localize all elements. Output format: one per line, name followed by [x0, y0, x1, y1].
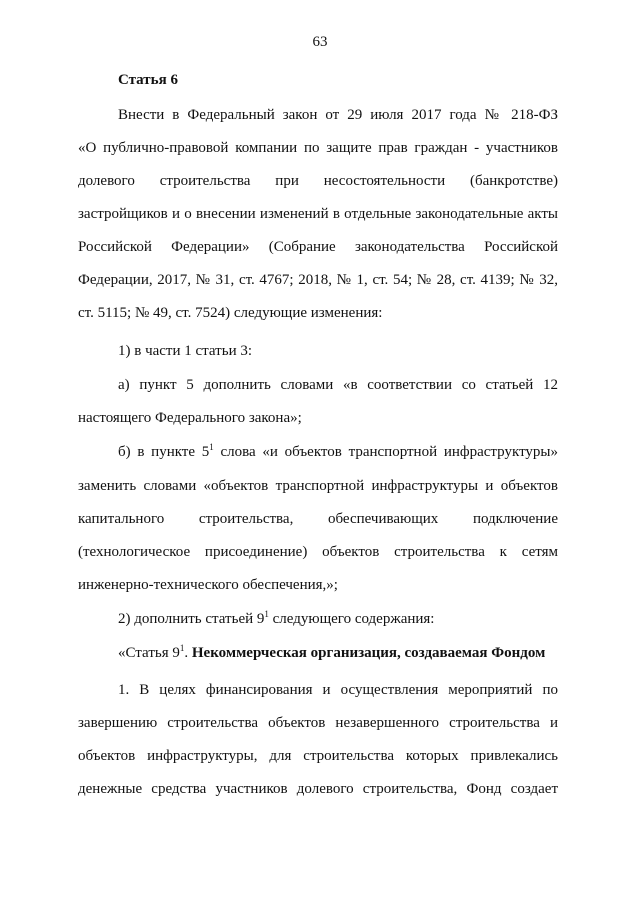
text-line: заменить словами «объектов транспортной инфраструктуры и объектов — [78, 478, 558, 494]
text-line: долевого строительства при несостоятельности (банкротстве) — [78, 173, 558, 189]
text-fragment: б) в пункте 5 — [118, 444, 210, 460]
superscript: 1 — [179, 643, 185, 653]
text-line — [118, 609, 558, 629]
text-fragment: слова «и объектов транспортной инфраструктуры» — [213, 444, 558, 460]
article-title: Некоммерческая организация, создаваемая Фондом — [191, 645, 546, 661]
text-line: завершению строительства объектов незавершенного строительства и — [78, 715, 558, 731]
article-91-heading — [118, 643, 558, 663]
text-line: 1. В целях финансирования и осуществления мероприятий по — [118, 682, 558, 698]
text-line: денежные средства участников долевого строительства, Фонд создает — [78, 781, 558, 797]
text-line: объектов инфраструктуры, для строительства которых привлекались — [78, 748, 558, 764]
text-line: ст. 5115; № 49, ст. 7524) следующие изменения: — [78, 305, 383, 321]
text-line: (технологическое присоединение) объектов строительства к сетям — [78, 544, 558, 560]
text-fragment: . — [184, 645, 192, 661]
superscript: 1 — [209, 442, 214, 452]
text-line: а) пункт 5 дополнить словами «в соответствии со статьей 12 — [118, 377, 558, 393]
text-line — [118, 442, 558, 462]
text-line: Внести в Федеральный закон от 29 июля 2017 года № 218-ФЗ — [118, 107, 558, 123]
superscript: 1 — [264, 609, 269, 619]
page-number: 63 — [312, 34, 328, 50]
text-fragment: «Статья 9 — [118, 645, 180, 661]
text-line: 1) в части 1 статьи 3: — [118, 343, 253, 359]
text-fragment: 2) дополнить статьей 9 — [118, 611, 265, 627]
article-heading: Статья 6 — [118, 72, 178, 88]
text-line: настоящего Федерального закона»; — [78, 410, 302, 426]
text-line: инженерно-технического обеспечения,»; — [78, 577, 338, 593]
text-line: Федерации, 2017, № 31, ст. 4767; 2018, № 1, ст. 54; № 28, ст. 4139; № 32, — [78, 272, 558, 288]
text-line: «О публично-правовой компании по защите прав граждан - участников — [78, 140, 558, 156]
text-line: Российской Федерации» (Собрание законодательства Российской — [78, 239, 558, 255]
text-line: капитального строительства, обеспечивающих подключение — [78, 511, 558, 527]
text-line: застройщиков и о внесении изменений в отдельные законодательные акты — [78, 206, 558, 222]
text-fragment: следующего содержания: — [268, 611, 435, 627]
